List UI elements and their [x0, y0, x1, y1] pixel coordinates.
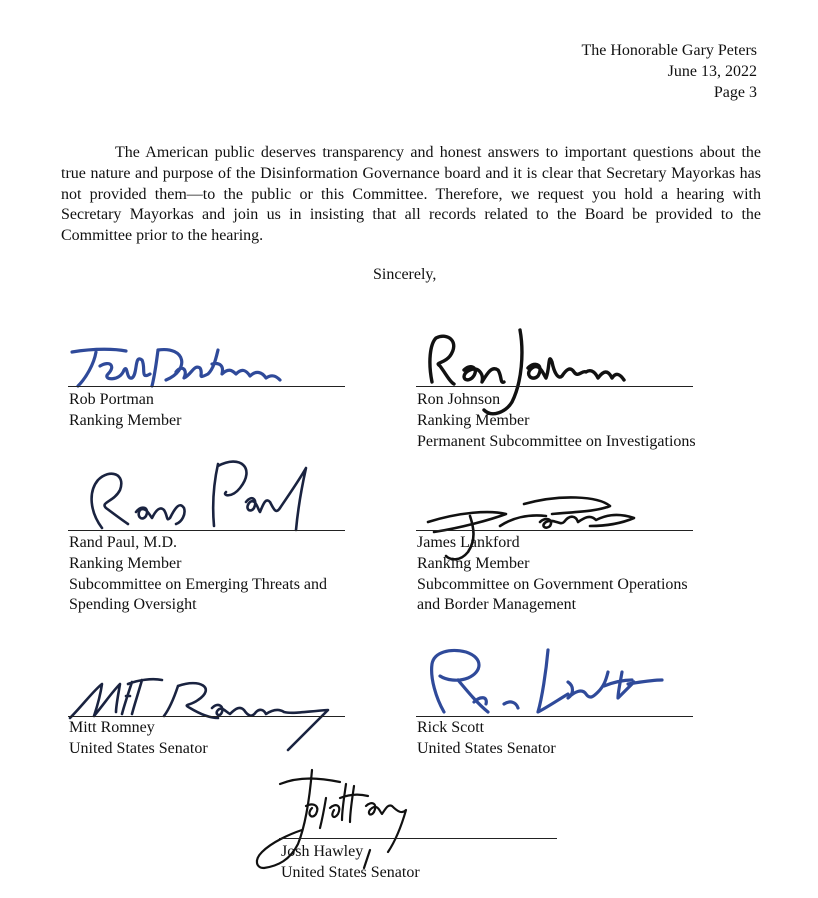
- signatory-committee-cont: and Border Management: [417, 596, 577, 614]
- signatory-name: Rick Scott: [417, 719, 485, 736]
- recipient-line: The Honorable Gary Peters: [581, 42, 757, 59]
- closing: Sincerely,: [373, 266, 437, 283]
- signatory-name: Rob Portman: [69, 391, 154, 408]
- signature-line: [68, 716, 345, 717]
- signatory-name: Ron Johnson: [417, 391, 501, 408]
- signatory-title: Ranking Member: [417, 554, 530, 572]
- signatory-title: Ranking Member: [69, 411, 182, 429]
- signatory-committee: Subcommittee on Emerging Threats and: [69, 575, 328, 593]
- signatory-name: Rand Paul, M.D.: [69, 534, 177, 551]
- signature-line: [416, 386, 693, 387]
- signatory-lankford: [417, 533, 688, 616]
- signature-scott: [418, 642, 668, 720]
- body-paragraph: [61, 143, 761, 247]
- body-paragraph-text: The American public deserves transparency and honest answers to important questions about the true nature and purpose of the Disinformation Governance board and it is clear that Secretary Mayorkas has not provided them—to the public or this Committee. Therefore, we request you hold a hearing with Secretary Mayorkas and join us in insisting that all records related to the Board be provided to the Committee prior to the hearing.: [61, 144, 761, 245]
- page-number: Page 3: [713, 84, 757, 101]
- signatory-title: United States Senator: [417, 739, 556, 757]
- signatory-title: United States Senator: [69, 739, 208, 757]
- signature-paul: [80, 452, 330, 536]
- signature-line: [416, 530, 693, 531]
- signatory-johnson: [417, 390, 696, 452]
- signature-line: [68, 386, 345, 387]
- letter-header: [582, 40, 758, 103]
- signature-line: [279, 838, 557, 839]
- signatory-paul: [69, 533, 327, 616]
- signatory-committee-cont: Spending Oversight: [69, 596, 197, 614]
- signature-line: [68, 530, 345, 531]
- signatory-title: Ranking Member: [417, 411, 530, 429]
- signature-portman: [66, 340, 286, 392]
- signatory-committee: Permanent Subcommittee on Investigations: [417, 432, 696, 450]
- signatory-committee: Subcommittee on Government Operations: [417, 575, 688, 593]
- signatory-hawley: [281, 842, 420, 884]
- signatory-title: United States Senator: [281, 863, 420, 881]
- signature-line: [416, 716, 693, 717]
- signatory-portman: [69, 390, 181, 432]
- signatory-name: James Lankford: [417, 534, 520, 551]
- signatory-romney: [69, 718, 208, 760]
- date-line: June 13, 2022: [667, 63, 757, 80]
- signatory-name: Josh Hawley: [281, 843, 364, 860]
- signatory-title: Ranking Member: [69, 554, 182, 572]
- signatory-scott: [417, 718, 556, 760]
- signatory-name: Mitt Romney: [69, 719, 155, 736]
